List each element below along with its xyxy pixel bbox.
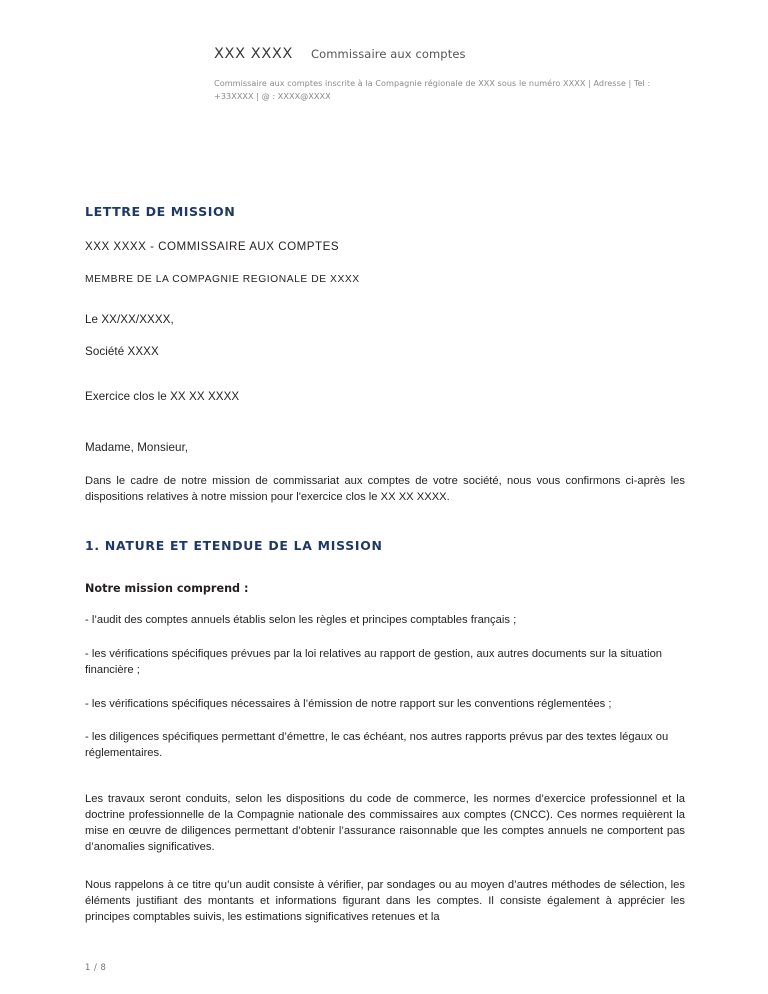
firm-role: Commissaire aux comptes [310,47,466,61]
subject-line: XXX XXXX - COMMISSAIRE AUX COMPTES [85,240,340,253]
date-line: Le XX/XX/XXXX, [85,313,174,326]
letterhead [214,46,660,102]
letterhead-title-row [214,46,660,62]
membership-line: MEMBRE DE LA COMPAGNIE REGIONALE DE XXXX [85,274,360,285]
list-item: - les vérifications spécifiques nécessaires à l’émission de notre rapport sur les conventions réglementées ; [85,697,612,710]
page-number-footer: 1 / 8 [85,962,107,972]
list-item: - les vérifications spécifiques prévues par la loi relatives au rapport de gestion, aux autres documents sur la situation financière ; [85,647,663,676]
firm-name: XXX XXXX [214,46,293,62]
mission-scope-list [85,613,685,762]
page-title: LETTRE DE MISSION [85,204,236,219]
fiscal-year-line: Exercice clos le XX XX XXXX [85,390,240,403]
mission-lead-in: Notre mission comprend : [85,581,249,595]
paragraph-audit: Nous rappelons à ce titre qu’un audit consiste à vérifier, par sondages ou au moyen d’autres méthodes de sélection, les éléments justifiant des montants et informations figurant dans les comptes. Il consiste également à apprécier les principes comptables suivis, les estimations significatives retenues et la [85,878,685,923]
paragraph-travaux: Les travaux seront conduits, selon les dispositions du code de commerce, les normes d’exercice professionnel et la doctrine professionnelle de la Compagnie nationale des commissaires aux comptes (CNCC). Ces normes requièrent la mise en œuvre de diligences permettant d’obtenir l’assurance raisonnable que les comptes annuels ne comportent pas d’anomalies significatives. [85,793,685,853]
intro-paragraph: Dans le cadre de notre mission de commissariat aux comptes de votre société, nous vous confirmons ci-après les dispositions relatives à notre mission pour l'exercice clos le XX XX XXXX. [85,475,685,503]
salutation: Madame, Monsieur, [85,441,189,454]
company-line: Société XXXX [85,345,159,358]
letterhead-contact-details: Commissaire aux comptes inscrite à la Compagnie régionale de XXX sous le numéro XXXX | Adresse | Tel : +33XXXX | @ : XXXX@XXXX [214,78,651,101]
list-item: - les diligences spécifiques permettant d’émettre, le cas échéant, nos autres rapports prévus par des textes légaux ou réglementaires. [85,731,669,760]
section-heading-1: 1. NATURE ET ETENDUE DE LA MISSION [85,537,383,553]
list-item: - l’audit des comptes annuels établis selon les règles et principes comptables français ; [85,613,517,626]
document-body [85,204,685,937]
